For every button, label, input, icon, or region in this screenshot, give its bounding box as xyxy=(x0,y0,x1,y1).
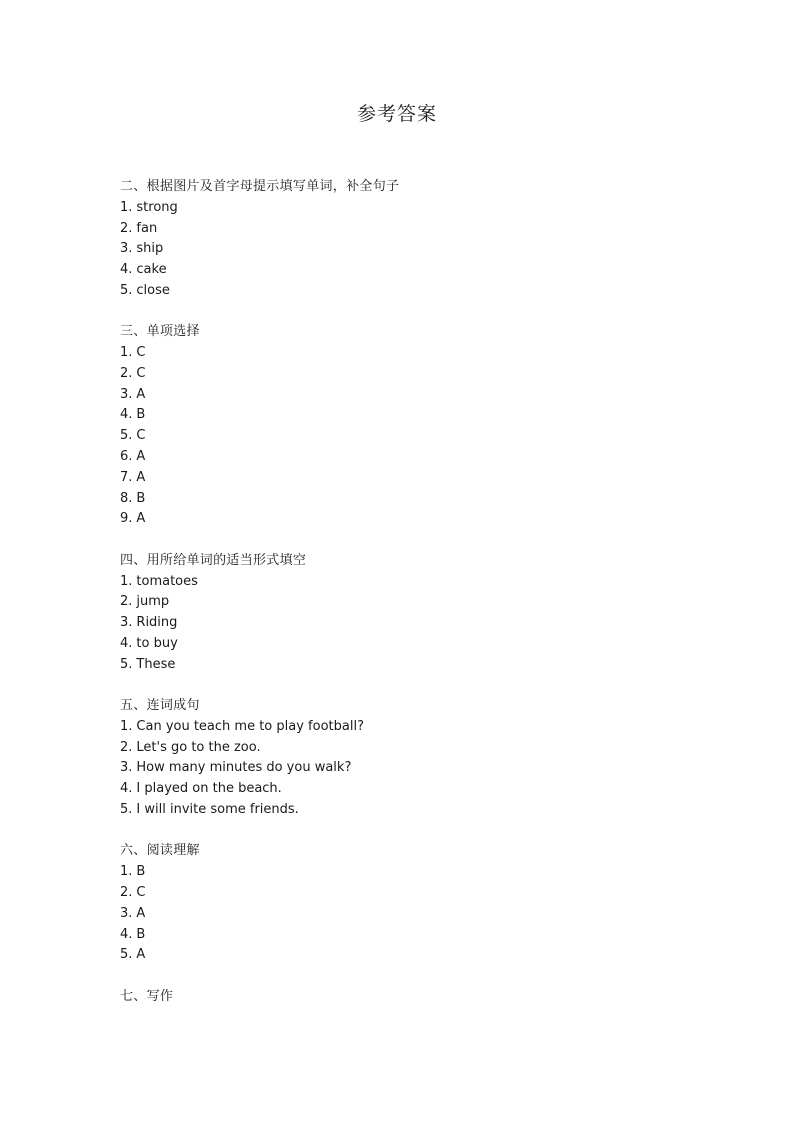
answer-section xyxy=(120,841,680,966)
answer-number: 4. xyxy=(120,635,133,651)
answer-number: 3. xyxy=(120,615,133,631)
answer-text: Let's go to the zoo. xyxy=(136,739,261,755)
answer-text: cake xyxy=(136,262,167,278)
answer-text: C xyxy=(136,345,146,361)
answer-text: How many minutes do you walk? xyxy=(136,760,352,776)
section-heading: 二、根据图片及首字母提示填写单词，补全句子 xyxy=(120,179,400,194)
answer-item xyxy=(120,779,680,800)
answer-number: 1. xyxy=(120,864,133,880)
answer-item xyxy=(120,426,680,447)
answer-number: 2. xyxy=(120,594,133,610)
answer-item xyxy=(120,883,680,904)
answer-text: fan xyxy=(136,220,158,236)
answer-item xyxy=(120,758,680,779)
answer-number: 4. xyxy=(120,262,133,278)
answer-item xyxy=(120,260,680,281)
answer-item xyxy=(120,634,680,655)
section-heading: 七、写作 xyxy=(120,988,174,1004)
answer-number: 5. xyxy=(120,802,133,818)
answer-text: to buy xyxy=(136,635,178,651)
answer-item xyxy=(120,468,680,489)
answer-text: jump xyxy=(136,594,170,610)
page-title: 参考答案 xyxy=(356,103,437,125)
answer-section xyxy=(120,987,680,1008)
answer-number: 5. xyxy=(120,656,133,672)
answer-item xyxy=(120,343,680,364)
answer-number: 5. xyxy=(120,282,133,298)
answer-number: 8. xyxy=(120,490,133,506)
answer-item xyxy=(120,945,680,966)
answer-item xyxy=(120,385,680,406)
answer-text: Riding xyxy=(136,615,178,631)
answer-number: 1. xyxy=(120,199,133,215)
answer-item xyxy=(120,592,680,613)
answer-text: Can you teach me to play football? xyxy=(136,718,364,734)
answer-section xyxy=(120,177,680,302)
answer-text: ship xyxy=(136,241,164,257)
answer-number: 3. xyxy=(120,905,133,921)
answer-number: 2. xyxy=(120,739,133,755)
answer-text: close xyxy=(136,282,170,298)
answer-text: A xyxy=(136,449,146,465)
answer-number: 1. xyxy=(120,573,133,589)
answer-text: A xyxy=(136,905,146,921)
answer-item xyxy=(120,198,680,219)
answer-number: 6. xyxy=(120,449,133,465)
section-heading: 四、用所给单词的适当形式填空 xyxy=(120,552,307,568)
answer-text: B xyxy=(136,490,146,506)
answer-item xyxy=(120,655,680,676)
answer-number: 1. xyxy=(120,345,133,361)
answer-number: 4. xyxy=(120,926,133,942)
answer-text: A xyxy=(136,947,146,963)
answer-number: 5. xyxy=(120,428,133,444)
answer-number: 2. xyxy=(120,365,133,381)
answer-text: tomatoes xyxy=(136,573,198,589)
answer-text: I played on the beach. xyxy=(136,781,282,797)
answer-item xyxy=(120,281,680,302)
answer-text: C xyxy=(136,428,146,444)
answer-number: 2. xyxy=(120,220,133,236)
answer-item xyxy=(120,219,680,240)
answer-text: B xyxy=(136,926,146,942)
answer-item xyxy=(120,613,680,634)
answer-number: 4. xyxy=(120,407,133,423)
section-heading: 三、单项选择 xyxy=(120,324,200,340)
answer-item xyxy=(120,364,680,385)
answer-text: A xyxy=(136,386,146,402)
answer-section xyxy=(120,696,680,821)
answer-number: 7. xyxy=(120,469,133,485)
answer-text: B xyxy=(136,407,146,423)
answer-number: 3. xyxy=(120,760,133,776)
answer-item xyxy=(120,862,680,883)
answer-text: strong xyxy=(136,199,178,215)
section-heading: 六、阅读理解 xyxy=(120,843,200,859)
answer-item xyxy=(120,405,680,426)
answer-item xyxy=(120,239,680,260)
answer-number: 2. xyxy=(120,884,133,900)
answer-item xyxy=(120,572,680,593)
answer-text: A xyxy=(136,469,146,485)
answer-section xyxy=(120,322,680,530)
answer-sections xyxy=(120,177,680,1028)
answer-item xyxy=(120,925,680,946)
answer-item xyxy=(120,904,680,925)
answer-item xyxy=(120,447,680,468)
answer-number: 3. xyxy=(120,386,133,402)
answer-item xyxy=(120,800,680,821)
section-heading: 五、连词成句 xyxy=(120,698,200,714)
answer-item xyxy=(120,489,680,510)
answer-text: B xyxy=(136,864,146,880)
answer-item xyxy=(120,717,680,738)
answer-text: C xyxy=(136,365,146,381)
answer-item xyxy=(120,509,680,530)
answer-text: These xyxy=(136,656,176,672)
answer-number: 4. xyxy=(120,781,133,797)
answer-number: 3. xyxy=(120,241,133,257)
answer-item xyxy=(120,738,680,759)
answer-text: C xyxy=(136,884,146,900)
answer-text: I will invite some friends. xyxy=(136,802,299,818)
answer-text: A xyxy=(136,511,146,527)
answer-number: 5. xyxy=(120,947,133,963)
answer-section xyxy=(120,551,680,676)
answer-number: 1. xyxy=(120,718,133,734)
answer-number: 9. xyxy=(120,511,133,527)
